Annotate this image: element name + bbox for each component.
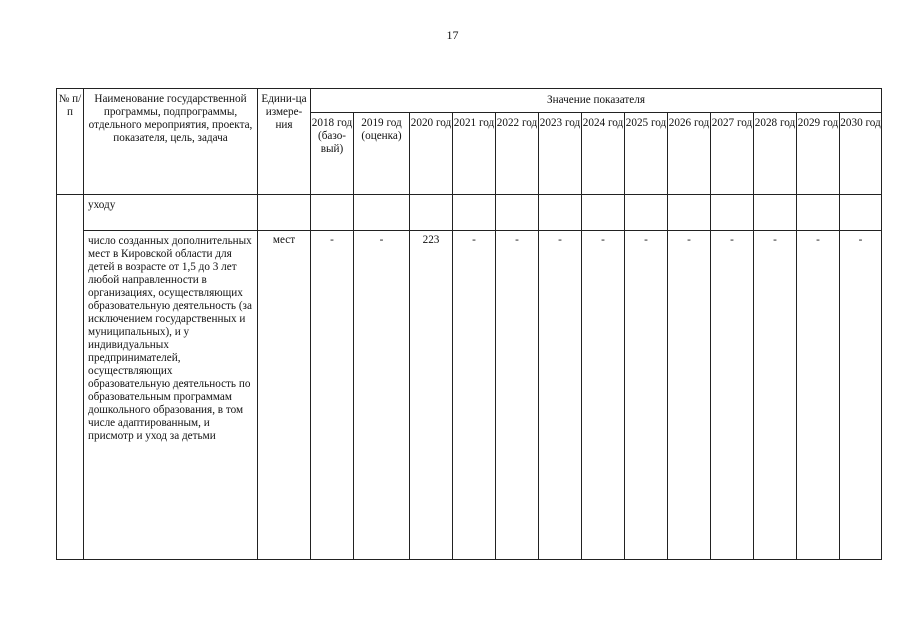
row-value: 223: [410, 231, 453, 560]
header-year-2021: 2021 год: [453, 113, 496, 195]
row-unit: [258, 195, 311, 231]
header-year-2030: 2030 год: [840, 113, 882, 195]
row-value: [840, 195, 882, 231]
row-value: -: [625, 231, 668, 560]
row-value: [354, 195, 410, 231]
row-name: уходу: [84, 195, 258, 231]
row-value: -: [496, 231, 539, 560]
header-value-group: Значение показателя: [311, 89, 882, 113]
header-year-2025: 2025 год: [625, 113, 668, 195]
row-value: -: [582, 231, 625, 560]
row-value: -: [311, 231, 354, 560]
row-value: -: [354, 231, 410, 560]
table-row: [57, 231, 882, 560]
row-unit: мест: [258, 231, 311, 560]
header-year-2023: 2023 год: [539, 113, 582, 195]
row-num: [57, 231, 84, 560]
table-row: [57, 195, 882, 231]
header-year-2022: 2022 год: [496, 113, 539, 195]
row-value: [668, 195, 711, 231]
row-num: [57, 195, 84, 231]
row-value: [754, 195, 797, 231]
row-value: -: [711, 231, 754, 560]
header-year-2019: 2019 год (оценка): [354, 113, 410, 195]
header-year-2028: 2028 год: [754, 113, 797, 195]
row-value: [311, 195, 354, 231]
indicator-table: [56, 88, 882, 560]
header-year-2029: 2029 год: [797, 113, 840, 195]
row-value: -: [668, 231, 711, 560]
row-name: число созданных дополнительных мест в Кировской области для детей в возрасте от 1,5 до 3 лет любой направленности в организациях, осуществляющих образовательную деятельность (за исключением государственных и муниципальных), и у индивидуальных предпринимателей, осуществляющих образовательную деятельность по образовательным программам дошкольного образования, в том числе адаптированным, и присмотр и уход за детьми: [84, 231, 258, 560]
header-num: № п/п: [57, 89, 84, 195]
header-unit: Едини-ца измере-ния: [258, 89, 311, 195]
header-year-2018: 2018 год (базо-вый): [311, 113, 354, 195]
row-value: [711, 195, 754, 231]
row-value: -: [840, 231, 882, 560]
row-value: -: [754, 231, 797, 560]
row-value: [582, 195, 625, 231]
row-value: -: [539, 231, 582, 560]
row-value: [797, 195, 840, 231]
header-year-2020: 2020 год: [410, 113, 453, 195]
page-number: 17: [446, 28, 459, 42]
header-year-2024: 2024 год: [582, 113, 625, 195]
row-value: [496, 195, 539, 231]
header-name: Наименование государственной программы, подпрограммы, отдельного мероприятия, проекта, показателя, цель, задача: [84, 89, 258, 195]
row-value: -: [453, 231, 496, 560]
row-value: [625, 195, 668, 231]
header-year-2026: 2026 год: [668, 113, 711, 195]
row-value: [539, 195, 582, 231]
header-year-2027: 2027 год: [711, 113, 754, 195]
row-value: [410, 195, 453, 231]
row-value: [453, 195, 496, 231]
row-value: -: [797, 231, 840, 560]
